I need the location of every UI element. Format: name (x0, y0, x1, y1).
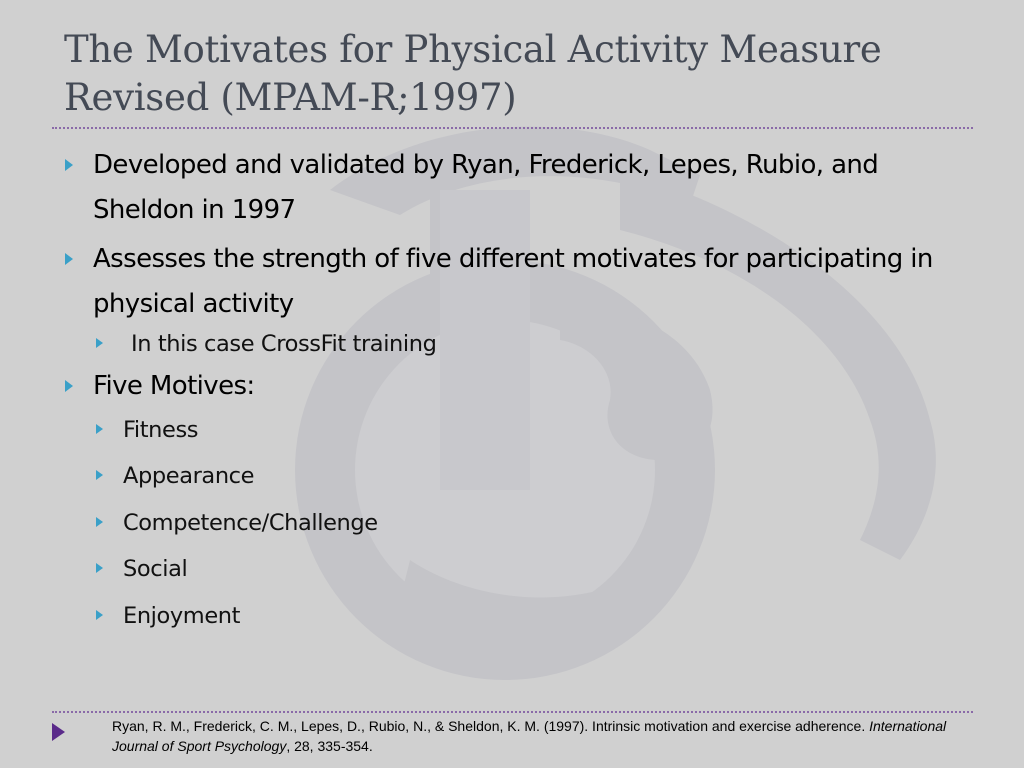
motive-item-competence (60, 500, 980, 547)
bullet-text: Assesses the strength of five different motivates for participating in physical activity (93, 244, 933, 319)
triangle-bullet-icon (96, 424, 103, 434)
motive-label: Fitness (123, 416, 199, 443)
motive-label: Enjoyment (123, 602, 241, 629)
footer-arrow-icon (52, 723, 65, 741)
list-item (60, 143, 980, 233)
motives-heading: Five Motives: (93, 370, 255, 401)
bullet-list (60, 143, 980, 639)
bullet-text: Developed and validated by Ryan, Frederick, Lepes, Rubio, and Sheldon in 1997 (93, 150, 879, 225)
triangle-bullet-icon (65, 380, 73, 392)
citation-text: Ryan, R. M., Frederick, C. M., Lepes, D., Rubio, N., & Sheldon, K. M. (1997). Intrinsic motivation and exercise adherence. (112, 718, 870, 734)
footer-divider (52, 711, 973, 713)
title-divider (52, 127, 973, 129)
citation-volume: , 28, 335-354. (286, 738, 373, 754)
list-item (60, 237, 980, 327)
triangle-bullet-icon (96, 563, 103, 573)
triangle-bullet-icon (96, 517, 103, 527)
sub-bullet-text: In this case CrossFit training (131, 331, 437, 357)
motive-label: Social (123, 556, 188, 582)
motive-label: Appearance (123, 463, 255, 489)
triangle-bullet-icon (96, 338, 103, 348)
motive-label: Competence/Challenge (123, 509, 378, 536)
citation-journal: International Journal of Sport Psychology (112, 718, 947, 754)
motive-item-appearance (60, 453, 980, 500)
triangle-bullet-icon (65, 159, 73, 171)
slide-title: The Motivates for Physical Activity Measure Revised (MPAM-R;1997) (64, 28, 882, 119)
sub-list-item (60, 321, 980, 368)
motive-item-enjoyment (60, 593, 980, 640)
list-item (60, 364, 980, 409)
triangle-bullet-icon (96, 470, 103, 480)
motive-item-fitness (60, 407, 980, 454)
motive-item-social (60, 546, 980, 593)
triangle-bullet-icon (96, 610, 103, 620)
citation (112, 716, 972, 756)
triangle-bullet-icon (65, 253, 73, 265)
